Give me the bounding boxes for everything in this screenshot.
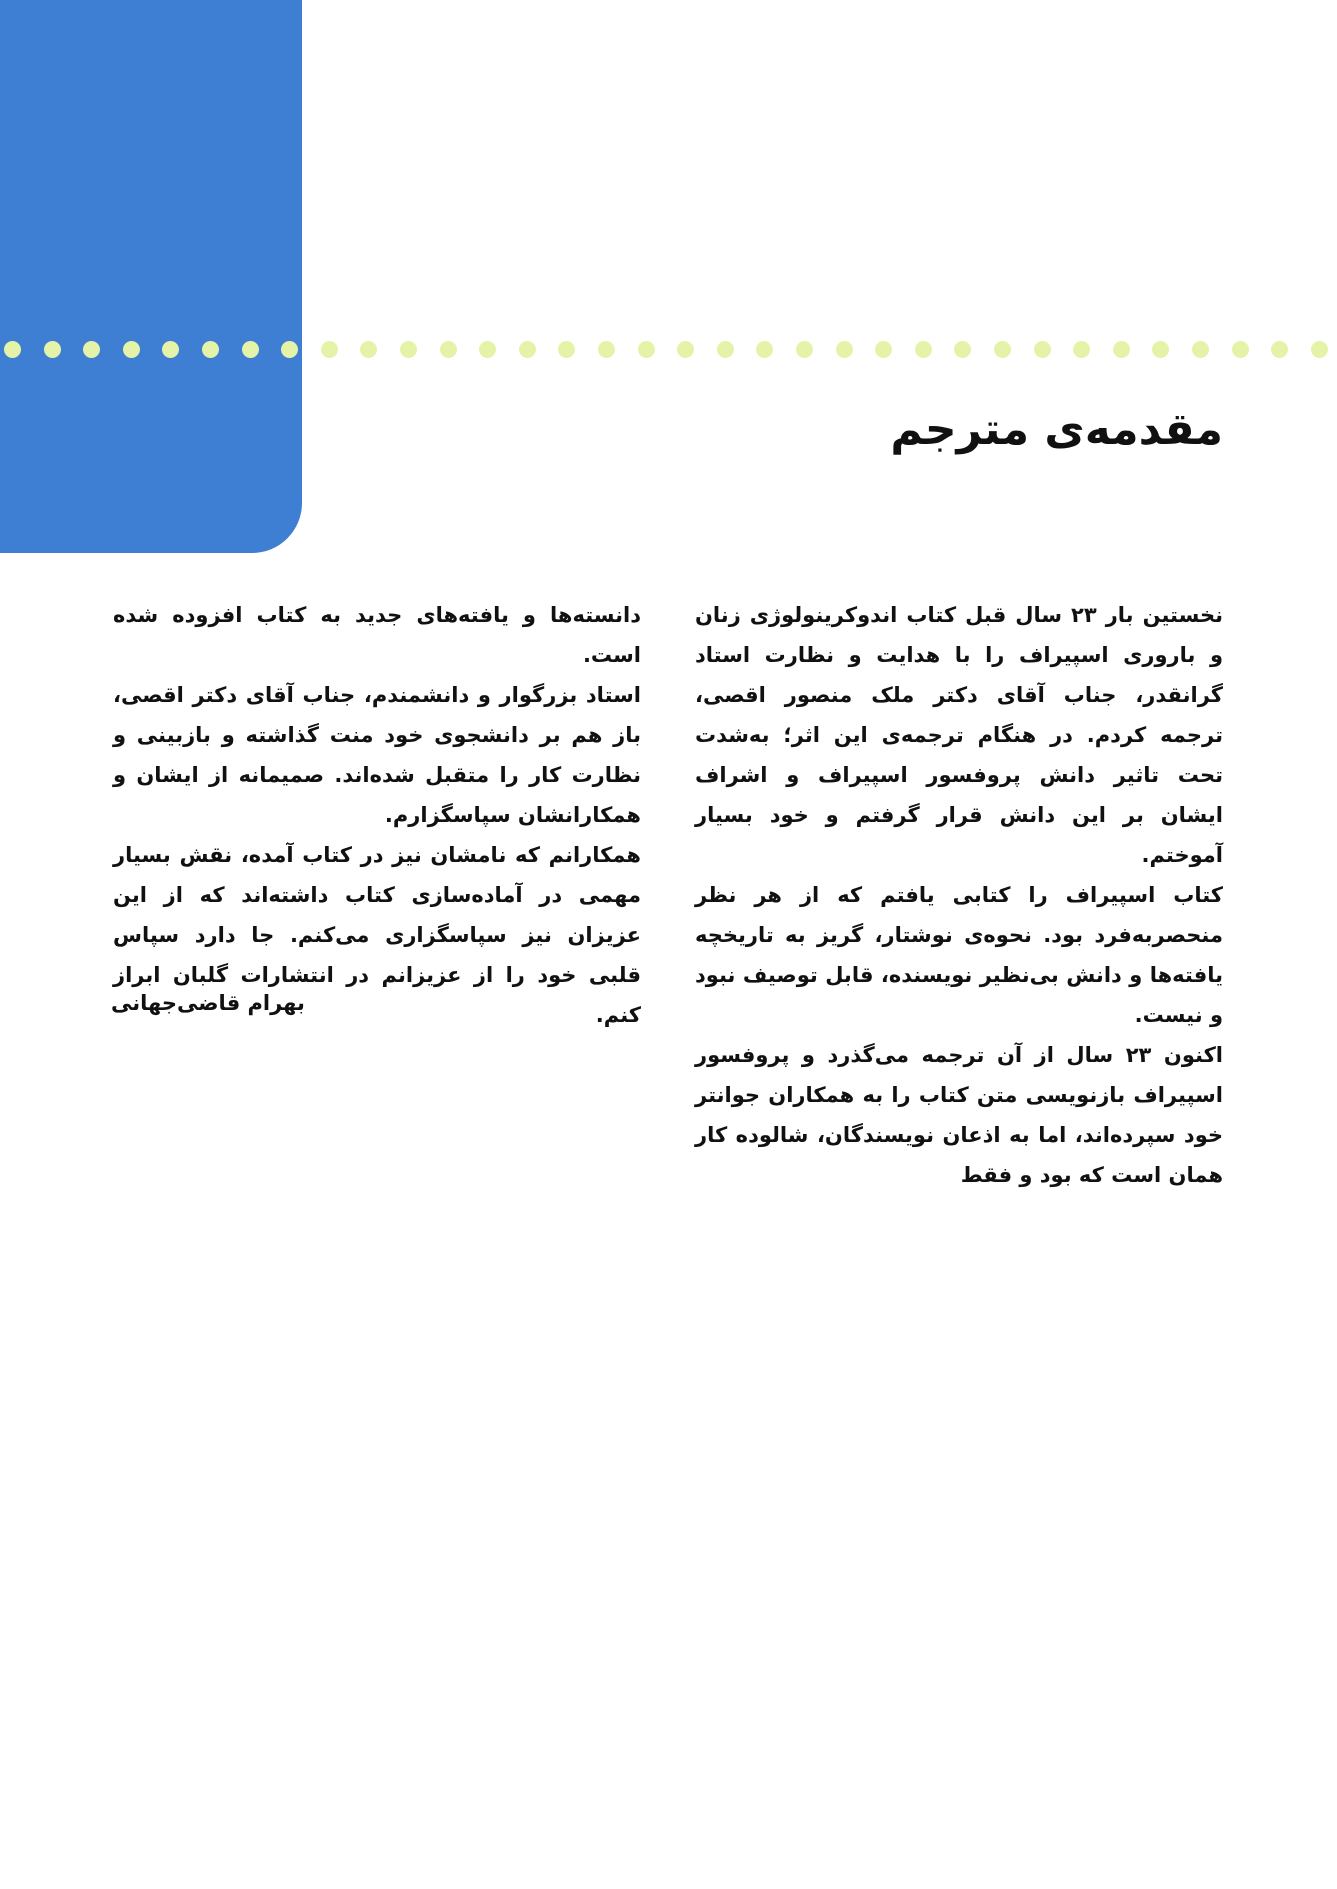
decorative-dot bbox=[519, 341, 536, 358]
decorative-blue-panel bbox=[0, 0, 302, 553]
decorative-dot-row bbox=[0, 337, 1337, 361]
decorative-dot bbox=[1152, 341, 1169, 358]
decorative-dot bbox=[1192, 341, 1209, 358]
decorative-dot bbox=[1034, 341, 1051, 358]
decorative-dot bbox=[321, 341, 338, 358]
decorative-dot bbox=[440, 341, 457, 358]
decorative-dot bbox=[558, 341, 575, 358]
decorative-dot bbox=[1271, 341, 1288, 358]
decorative-dot bbox=[123, 341, 140, 358]
decorative-dot bbox=[4, 341, 21, 358]
paragraph: استاد بزرگوار و دانشمندم، جناب آقای دکتر اقصی، باز هم بر دانشجوی خود منت گذاشته و بازبینی و نظارت کار را متقبل شده‌اند. صمیمانه از ایشان و همکارانشان سپاسگزارم. bbox=[113, 683, 641, 827]
decorative-dot bbox=[400, 341, 417, 358]
decorative-dot bbox=[1232, 341, 1249, 358]
decorative-dot bbox=[360, 341, 377, 358]
decorative-dot bbox=[242, 341, 259, 358]
page-title: مقدمه‌ی مترجم bbox=[890, 404, 1223, 455]
decorative-dot bbox=[796, 341, 813, 358]
decorative-dot bbox=[598, 341, 615, 358]
decorative-dot bbox=[677, 341, 694, 358]
decorative-dot bbox=[875, 341, 892, 358]
decorative-dot bbox=[756, 341, 773, 358]
paragraph: دانسته‌ها و یافته‌های جدید به کتاب افزوده شده است. bbox=[113, 603, 641, 667]
decorative-dot bbox=[954, 341, 971, 358]
paragraph: همکارانم که نامشان نیز در کتاب آمده، نقش بسیار مهمی در آماده‌سازی کتاب داشته‌اند که از این عزیزان نیز سپاسگزاری می‌کنم. جا دارد سپاس قلبی خود را از عزیزانم در انتشارات گلبان ابراز کنم. bbox=[113, 843, 641, 1027]
decorative-dot bbox=[717, 341, 734, 358]
decorative-dot bbox=[83, 341, 100, 358]
translator-signature: بهرام قاضی‌جهانی bbox=[111, 991, 305, 1015]
decorative-dot bbox=[1073, 341, 1090, 358]
decorative-dot bbox=[638, 341, 655, 358]
decorative-dot bbox=[836, 341, 853, 358]
paragraph: نخستین بار ۲۳ سال قبل کتاب اندوکرینولوژی زنان و باروری اسپیراف را با هدایت و نظارت استاد گرانقدر، جناب آقای دکتر ملک منصور اقصی، ترجمه کردم. در هنگام ترجمه‌ی این اثر؛ به‌شدت تحت تاثیر دانش پروفسور اسپیراف و اشراف ایشان بر این دانش قرار گرفتم و خود بسیار آموختم. bbox=[695, 603, 1223, 867]
decorative-dot bbox=[44, 341, 61, 358]
decorative-dot bbox=[479, 341, 496, 358]
text-column-left bbox=[113, 595, 641, 1035]
decorative-dot bbox=[994, 341, 1011, 358]
text-column-right bbox=[695, 595, 1223, 1195]
decorative-dot bbox=[162, 341, 179, 358]
decorative-dot bbox=[202, 341, 219, 358]
paragraph: کتاب اسپیراف را کتابی یافتم که از هر نظر منحصربه‌فرد بود. نحوه‌ی نوشتار، گریز به تاریخچه یافته‌ها و دانش بی‌نظیر نویسنده، قابل توصیف نبود و نیست. bbox=[695, 883, 1223, 1027]
paragraph: اکنون ۲۳ سال از آن ترجمه می‌گذرد و پروفسور اسپیراف بازنویسی متن کتاب را به همکاران جوانتر خود سپرده‌اند، اما به اذعان نویسندگان، شالوده کار همان است که بود و فقط bbox=[695, 1043, 1223, 1187]
decorative-dot bbox=[1311, 341, 1328, 358]
decorative-dot bbox=[915, 341, 932, 358]
decorative-dot bbox=[281, 341, 298, 358]
decorative-dot bbox=[1113, 341, 1130, 358]
